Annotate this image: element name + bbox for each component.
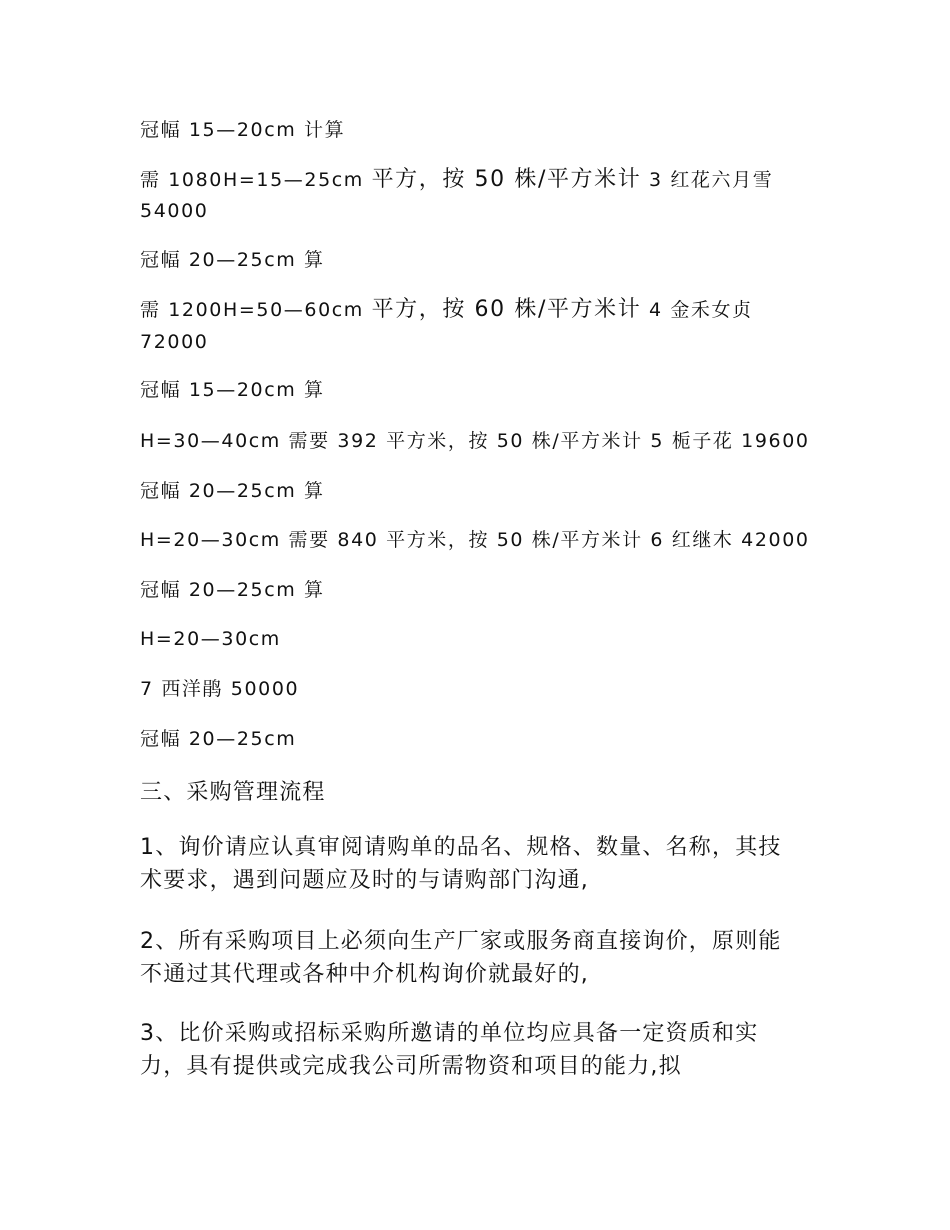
text-line: 冠幅 20—25cm 算 [140, 480, 325, 502]
text-line: H=30—40cm 需要 392 平方米，按 50 株/平方米计 5 栀子花 19600 [140, 430, 810, 452]
paragraph: 1、询价请应认真审阅请购单的品名、规格、数量、名称，其技术要求，遇到问题应及时的与请购部门沟通, [140, 835, 782, 893]
text-segment: 3 红花六月雪 [641, 169, 774, 191]
text-line [140, 168, 820, 192]
text-line: 冠幅 20—25cm 算 [140, 579, 325, 601]
text-line: 冠幅 15—20cm 计算 [140, 119, 346, 141]
text-segment-large: 平方，按 60 株/平方米计 [371, 297, 642, 322]
text-segment: 需 1080H=15—25cm [140, 169, 372, 191]
text-segment: 4 金禾女贞 [641, 299, 753, 321]
text-line: 冠幅 15—20cm 算 [140, 379, 325, 401]
text-line: 冠幅 20—25cm [140, 728, 297, 750]
text-line: 72000 [140, 331, 209, 353]
text-line: 54000 [140, 200, 209, 222]
text-line [140, 298, 820, 322]
text-segment-large: 平方，按 50 株/平方米计 [371, 167, 642, 192]
text-line: 冠幅 20—25cm 算 [140, 249, 325, 271]
text-segment: 需 1200H=50—60cm [140, 299, 372, 321]
paragraph: 2、所有采购项目上必须向生产厂家或服务商直接询价，原则能不通过其代理或各种中介机构询价就最好的, [140, 929, 782, 987]
text-line: 7 西洋鹃 50000 [140, 678, 300, 700]
text-line: H=20—30cm [140, 628, 281, 650]
section-heading: 三、采购管理流程 [140, 780, 326, 805]
paragraph: 3、比价采购或招标采购所邀请的单位均应具备一定资质和实力，具有提供或完成我公司所需物资和项目的能力,拟 [140, 1021, 759, 1079]
text-line: H=20—30cm 需要 840 平方米，按 50 株/平方米计 6 红继木 42000 [140, 529, 810, 551]
